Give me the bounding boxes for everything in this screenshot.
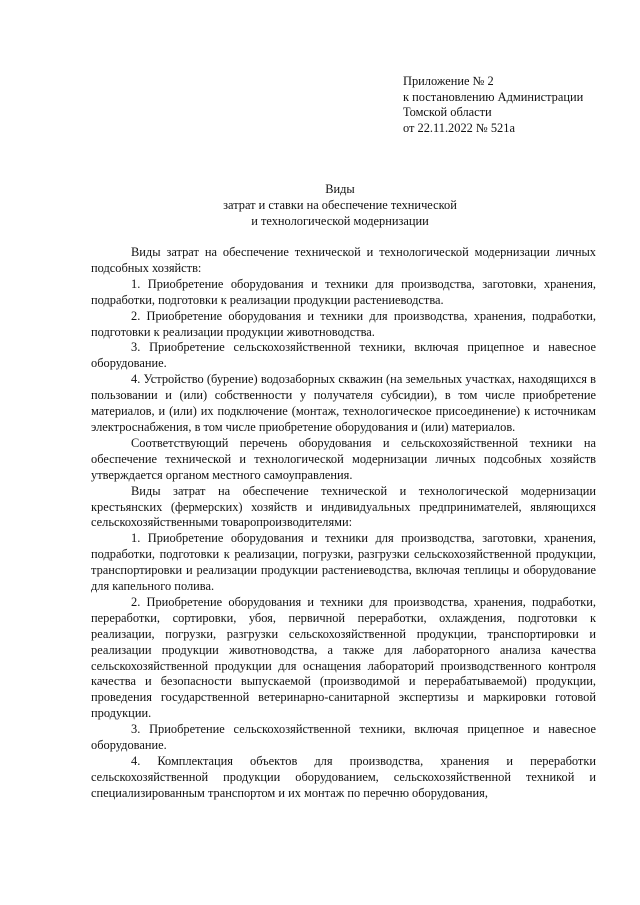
document-title xyxy=(0,181,640,229)
intro-paragraph: Виды затрат на обеспечение технической и технологической модернизации крестьянских (фермерских) хозяйств и индивидуальных предпринимателей, являющихся сельскохозяйственными товаропроизводителями: xyxy=(91,483,596,530)
list-item: 1. Приобретение оборудования и техники для производства, заготовки, хранения, подработки, подготовки к реализации, погрузки, разгрузки сельскохозяйственной продукции, транспортировки и реализации продукции растениеводства, включая теплицы и оборудование для капельного полива. xyxy=(91,531,596,594)
appendix-date: от 22.11.2022 № 521а xyxy=(403,120,515,135)
title-line: и технологической модернизации xyxy=(251,214,429,228)
document-body xyxy=(91,245,596,802)
appendix-reference: к постановлению Администрации xyxy=(403,89,584,104)
appendix-region: Томской области xyxy=(403,105,492,120)
list-item: 1. Приобретение оборудования и техники для производства, заготовки, хранения, подработки, подготовки к реализации продукции растениеводства. xyxy=(91,276,596,307)
list-item: 2. Приобретение оборудования и техники для производства, хранения, подработки, переработки, сортировки, убоя, первичной переработки, охлаждения, подготовки к реализации, погрузки, разгрузки сельскохозяйственной продукции, транспортировки и реализации продукции животноводства, а также для лабораторного анализа качества сельскохозяйственной продукции для оснащения лабораторий производственного контроля качества и безопасности выпускаемой (производимой и перерабатываемой) продукции, проведения государственной ветеринарно-санитарной экспертизы и маркировки готовой продукции. xyxy=(91,594,596,721)
list-item: 3. Приобретение сельскохозяйственной техники, включая прицепное и навесное оборудование. xyxy=(91,340,596,371)
title-line: затрат и ставки на обеспечение технической xyxy=(223,198,457,212)
paragraph: Соответствующий перечень оборудования и сельскохозяйственной техники на обеспечение технической и технологической модернизации личных подсобных хозяйств утверждается органом местного самоуправления. xyxy=(91,435,596,482)
list-item: 3. Приобретение сельскохозяйственной техники, включая прицепное и навесное оборудование. xyxy=(91,722,596,753)
list-item: 2. Приобретение оборудования и техники для производства, хранения, подработки, подготовки к реализации продукции животноводства. xyxy=(91,308,596,339)
list-item: 4. Комплектация объектов для производства, хранения и переработки сельскохозяйственной продукции оборудованием, сельскохозяйственной техникой и специализированным транспортом и их монтаж по перечню оборудования, xyxy=(91,754,596,800)
intro-paragraph: Виды затрат на обеспечение технической и технологической модернизации личных подсобных хозяйств: xyxy=(91,245,596,275)
appendix-header xyxy=(403,74,618,136)
list-item: 4. Устройство (бурение) водозаборных скважин (на земельных участках, находящихся в пользовании и (или) собственности у получателя субсидии), в том числе приобретение материалов, и (или) их подключение (монтаж, технологическое присоединение) к источникам электроснабжения, в том числе приобретение оборудования и (или) материалов. xyxy=(91,372,596,434)
title-line: Виды xyxy=(325,182,355,196)
appendix-number: Приложение № 2 xyxy=(403,74,494,88)
